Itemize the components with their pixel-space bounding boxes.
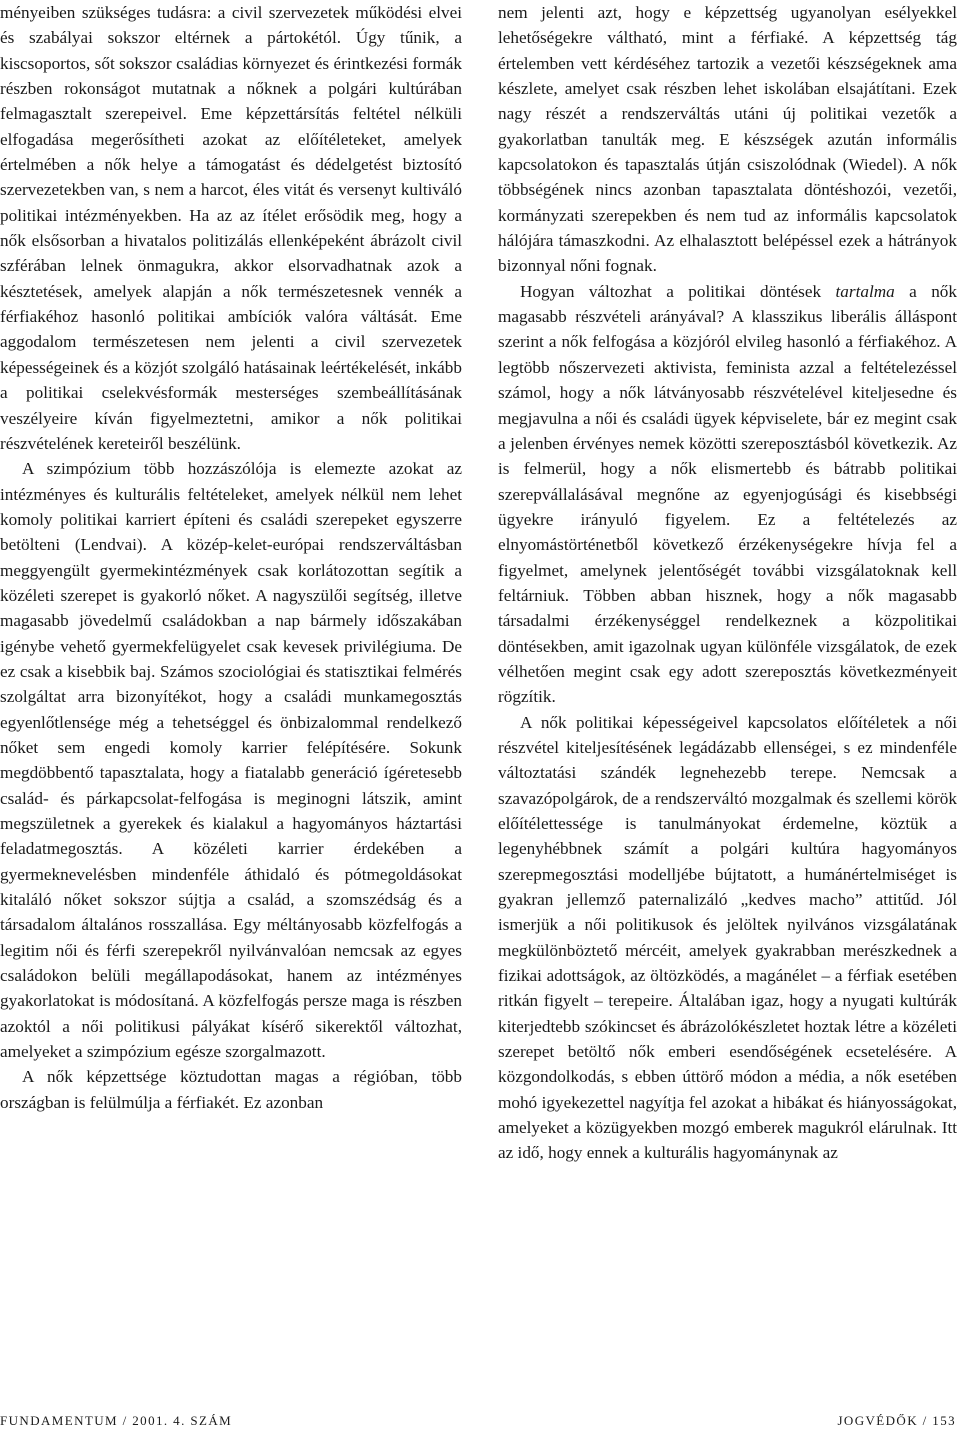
left-text-column bbox=[0, 0, 462, 1115]
paragraph: nem jelenti azt, hogy e képzettség ugyanolyan esélyekkel lehetőségekre váltható, mint a férfiaké. A képzettség tág értelemben vett kérdéséhez tartozik a vezetői készségeknek ama készlete, amelyet csak részben lehet iskolában elsajátítani. Ezek nagy részét a rendszerváltás utáni új politikai vezetők a gyakorlatban tanulták meg. E készségek azután informális kapcsolatokon és tapasztalás útján csiszolódnak (Wiedel). A nők többségének nincs azonban tapasztalata döntéshozói, vezetői, kormányzati szerepekben és nem tud az informális kapcsolatok hálójára támaszkodni. Az elhalasztott belépéssel ezek a hátrányok bizonnyal nőni fognak. bbox=[498, 3, 957, 276]
section-page-number: JOGVÉDŐK / 153 bbox=[837, 1413, 956, 1428]
paragraph-text: a nők magasabb részvételi arányával? A klasszikus liberális álláspont szerint a nők felfogása a közjóról elvileg hasonló a férfiakéhoz. A legtöbb nőszervezeti aktivista, feminista azzal a feltételezéssel számol, hogy a nők látványosabb részvételével kiteljesedne és megjavulna a női és családi ügyek képviselete, bár ez megint csak a jelenben érvényes nemek közötti szereposztásból következik. Az is felmerül, hogy a nők elismertebb és bátrabb politikai szerepvállalásával megnőne az egyenjogúsági és kisebbségi ügyekre irányuló figyelem. Ez a feltételezés az elnyomástörténetből következő érzékenységekre hívja fel a figyelmet, amelynek jelentőségét további vizsgálatoknak kell feltárniuk. Többen abban hisznek, hogy a nők magasabb társadalmi érzékenységgel rendelkeznek a közpolitikai döntésekben, amit igazolnak ugyan különféle vizsgálatok, de ezek vélhetően megint csak egy adott szereposztás következményeit rögzítik. bbox=[498, 281, 957, 707]
paragraph: ményeiben szükséges tudásra: a civil szervezetek működési elvei és szabályai sokszor eltérnek a pártokétól. Úgy tűnik, a kiscsoportos, sőt sokszor családias környezet és érintkezési formák részben rokonságot mutatnak a nőknek a polgári kultúrában felmagasztalt szerepeivel. Eme képzettársítás feltétel nélküli elfogadása megerősítheti azokat az előítéleteket, amelyek értelmében a nők helye a támogatást és dédelgetést biztosító szervezetekben van, s nem a harcot, éles vitát és versenyt kultiváló politikai intézményekben. Ha az az ítélet erősödik meg, hogy a nők elsősorban a hivatalos politizálás ellenképeként ábrázolt civil szférában lelnek önmagukra, akkor elsorvadhatnak azok a késztetések, amelyek alapján a nők természetesnek vennék a férfiakéhoz hasonló politikai ambíciók valóra váltását. Eme aggodalom természetesen nem jelenti a civil szervezetek képességeinek és a közjót szolgáló hatásainak leértékelését, inkább a politikai cselekvésformák mesterséges szembeállításának veszélyeire kíván figyelmeztetni, amikor a nők politikai részvételének kereteiről beszélünk. bbox=[0, 3, 462, 453]
paragraph-text: Hogyan változhat a politikai döntések bbox=[520, 281, 836, 301]
paragraph: A nők politikai képességeivel kapcsolatos előítéletek a női részvétel kiteljesítésének legádázabb ellenségei, s ez mindenféle változtatási szándék legnehezebb terepe. Nemcsak a szavazópolgárok, de a rendszerváltó mozgalmak és szellemi körök előítélettessége is tanulmányokat érdemelne, köztük a legenyhébbnek számít a polgári kultúra hagyományos szerepmegosztási modelljébe bújtatott, a humánértelmiséget is gyakran jellemző paternalizáló „kedves macho” attitűd. Jól ismerjük a női politikusok és jelöltek nyilvános vizsgálatának megkülönböztető mércéit, amelyek gyakrabban merészkednek a fizikai adottságok, az öltözködés, a magánélet – a férfiak esetében ritkán figyelt – terepeire. Általában igaz, hogy a nyugati kultúrák kiterjedtebb szókincset és ábrázolókészletet hoztak létre a közéleti szerepet betöltő nők emberi esendőségének ecsetelésére. A közgondolkodás, s ebben úttörő módon a média, a nők esetében mohó igyekezettel nagyítja fel azokat a hibákat és hiányosságokat, amelyeket a közügyekben mozgó emberek magukról elárulnak. Itt az idő, hogy ennek a kulturális hagyománynak az bbox=[498, 712, 957, 1163]
right-text-column bbox=[498, 0, 957, 1166]
paragraph bbox=[498, 279, 957, 710]
emphasized-word: tartalma bbox=[835, 281, 895, 301]
paragraph: A szimpózium több hozzászólója is elemezte azokat az intézményes és kulturális feltételeket, amelyek nélkül nem lehet komoly politikai karriert építeni és családi szerepeket egyszerre betölteni (Lendvai). A közép-kelet-európai rendszerváltásban meggyengült gyermekintézmények csak korlátozottan segítik a közéleti szerepet is gyakorló nőket. A nagyszülői segítség, illetve magasabb jövedelmű családokban a nap bármely időszakában igénybe vehető gyermekfelügyelet csak kevesek privilégiuma. De ez csak a kisebbik baj. Számos szociológiai és statisztikai felmérés szolgáltat arra bizonyítékot, hogy a családi munkamegosztás egyenlőtlensége még a tehetséggel és önbizalommal rendelkező nőket sem engedi komoly karrier felépítésére. Sokunk megdöbbentő tapasztalata, hogy a fiatalabb generáció ígéretesebb család- és párkapcsolat-felfogása is meginogni látszik, amint megszületnek a gyerekek és kialakul a hagyományos háztartási feladatmegosztás. A közéleti karrier érdekében a gyermeknevelésben mindenféle áthidaló és pótmegoldásokat kitaláló nőket sokszor sújtja a család, a szomszédság és a társadalom általános rosszallása. Egy méltányosabb közfelfogás a legitim női és férfi szerepekről nyilvánvalóan nemcsak az egyes családokon belüli megállapodásokat, hanem az intézményes gyakorlatokat is módosítaná. A közfelfogás persze maga is részben azoktól a női politikusi pályákat kísérő sikerektől változhat, amelyeket a szimpózium egésze szorgalmazott. bbox=[0, 459, 462, 1062]
paragraph: A nők képzettsége köztudottan magas a régióban, több országban is felülmúlja a férfiakét. Ez azonban bbox=[0, 1067, 462, 1112]
journal-issue-label: FUNDAMENTUM / 2001. 4. SZÁM bbox=[0, 1413, 233, 1428]
